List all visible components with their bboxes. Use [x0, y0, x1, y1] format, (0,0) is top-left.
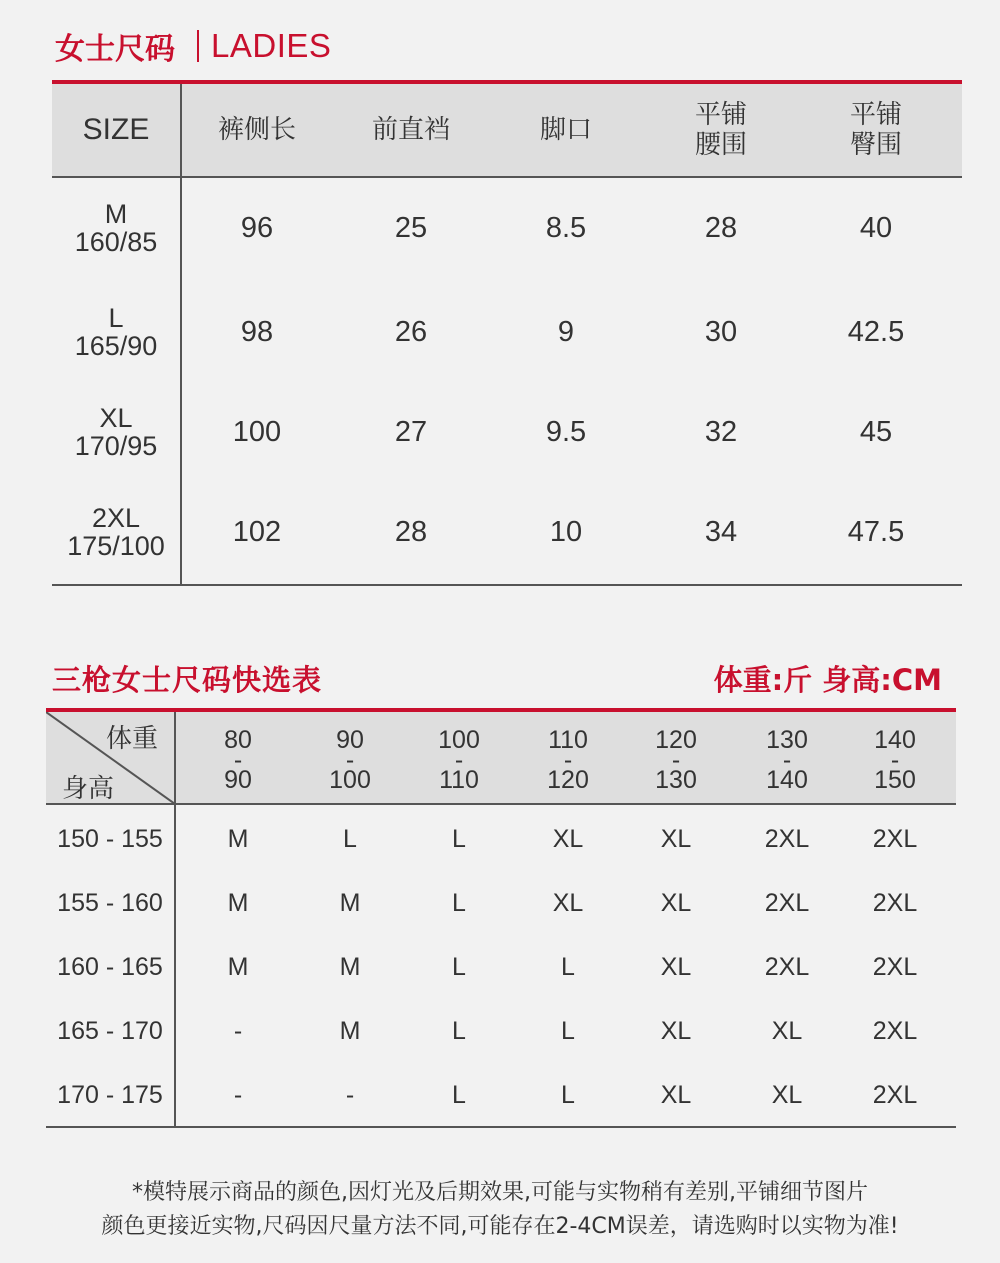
recommended-size-cell: M [339, 888, 361, 917]
recommended-size-cell: L [561, 1080, 575, 1109]
column-header-line: 前直裆 [371, 115, 450, 145]
weight-min: 90 [336, 726, 364, 754]
weight-max: 110 [439, 766, 479, 794]
size-name: M [104, 199, 128, 229]
weight-max: 150 [874, 766, 916, 794]
size-header: SIZE [82, 113, 150, 146]
ladies-title-cn: 女士尺码 [55, 32, 175, 67]
weight-range-dash: - [454, 746, 464, 774]
weight-header [624, 722, 728, 798]
recommended-size-cell: 2XL [872, 824, 918, 853]
recommended-size-cell: XL [660, 824, 692, 853]
size-spec: 170/95 [74, 431, 158, 461]
column-header [182, 84, 332, 176]
recommended-size-cell: 2XL [764, 952, 810, 981]
recommended-size-cell: M [339, 1016, 361, 1045]
recommended-size-cell: 2XL [872, 1016, 918, 1045]
size-cell [52, 482, 180, 582]
column-header [646, 84, 796, 176]
recommended-size-cell: L [452, 1080, 466, 1109]
recommended-size-cell: 2XL [764, 824, 810, 853]
measurement-cell: 42.5 [847, 315, 905, 348]
corner-weight-label: 体重 [106, 724, 159, 754]
column-header [801, 84, 951, 176]
weight-header [186, 722, 290, 798]
measurement-cell: 32 [704, 415, 738, 448]
height-range-cell: 165 - 170 [57, 1016, 163, 1045]
recommended-size-cell: XL [552, 824, 584, 853]
size-cell [52, 282, 180, 382]
measurement-cell: 9.5 [545, 415, 587, 448]
recommended-size-cell: L [452, 824, 466, 853]
recommended-size-cell: L [452, 1016, 466, 1045]
weight-min: 100 [438, 726, 480, 754]
size-spec: 160/85 [74, 227, 158, 257]
recommended-size-cell: - [233, 1016, 243, 1045]
measurement-cell: 102 [232, 515, 282, 548]
recommended-size-cell: XL [660, 952, 692, 981]
weight-min: 80 [224, 726, 252, 754]
weight-header [298, 722, 402, 798]
height-range-cell: 170 - 175 [57, 1080, 163, 1109]
unit-label: 体重:斤 身高:CM [713, 662, 942, 697]
measurement-cell: 10 [549, 515, 583, 548]
column-header-line: 臀围 [849, 130, 902, 160]
measurement-cell: 98 [240, 315, 274, 348]
height-range-cell: 160 - 165 [57, 952, 163, 981]
ladies-title [55, 24, 331, 68]
weight-range-dash: - [782, 746, 792, 774]
column-header-line: 平铺 [849, 100, 902, 130]
measurement-cell: 45 [859, 415, 893, 448]
measurement-cell: 100 [232, 415, 282, 448]
recommended-size-cell: M [339, 952, 361, 981]
recommended-size-cell: XL [771, 1016, 803, 1045]
weight-header [516, 722, 620, 798]
weight-max: 130 [655, 766, 697, 794]
weight-header [843, 722, 947, 798]
size-spec: 175/100 [67, 531, 165, 561]
size-name: XL [99, 403, 133, 433]
size-name: 2XL [91, 503, 141, 533]
quick-select-title: 三枪女士尺码快选表 [52, 662, 323, 697]
size-spec: 165/90 [74, 331, 158, 361]
measurement-cell: 27 [394, 415, 428, 448]
measurement-cell: 40 [859, 211, 893, 244]
column-header-line: 平铺 [694, 100, 747, 130]
recommended-size-cell: M [227, 888, 249, 917]
weight-max: 140 [766, 766, 808, 794]
measurement-cell: 26 [394, 315, 428, 348]
recommended-size-cell: M [227, 824, 249, 853]
measurement-cell: 34 [704, 515, 738, 548]
disclaimer-note [0, 1176, 1000, 1244]
recommended-size-cell: L [452, 952, 466, 981]
column-header-line: 裤侧长 [217, 115, 296, 145]
weight-max: 90 [224, 766, 252, 794]
weight-max: 100 [329, 766, 371, 794]
size-cell [52, 178, 180, 278]
measurement-cell: 30 [704, 315, 738, 348]
recommended-size-cell: L [561, 1016, 575, 1045]
measurement-cell: 28 [704, 211, 738, 244]
weight-range-dash: - [671, 746, 681, 774]
ladies-title-en: LADIES [211, 27, 332, 64]
note-line-2: 颜色更接近实物,尺码因尺量方法不同,可能存在2-4CM误差，请选购时以实物为准! [101, 1214, 899, 1239]
weight-range-dash: - [233, 746, 243, 774]
weight-min: 140 [874, 726, 916, 754]
recommended-size-cell: 2XL [872, 888, 918, 917]
recommended-size-cell: 2XL [872, 1080, 918, 1109]
size-cell [52, 382, 180, 482]
column-header [336, 84, 486, 176]
weight-range-dash: - [345, 746, 355, 774]
recommended-size-cell: XL [660, 888, 692, 917]
size-name: L [108, 303, 124, 333]
recommended-size-cell: L [343, 824, 357, 853]
weight-range-dash: - [890, 746, 900, 774]
quick-table-divider [174, 712, 176, 1126]
weight-min: 110 [548, 726, 588, 754]
measurement-cell: 25 [394, 211, 428, 244]
recommended-size-cell: XL [771, 1080, 803, 1109]
height-range-cell: 150 - 155 [57, 824, 163, 853]
title-separator [197, 30, 199, 62]
measurement-cell: 96 [240, 211, 274, 244]
weight-max: 120 [547, 766, 589, 794]
column-header-line: 脚口 [539, 115, 592, 145]
recommended-size-cell: XL [660, 1016, 692, 1045]
ladies-size-table [52, 84, 962, 586]
measurement-cell: 47.5 [847, 515, 905, 548]
weight-min: 120 [655, 726, 697, 754]
recommended-size-cell: M [227, 952, 249, 981]
weight-min: 130 [766, 726, 808, 754]
column-header [491, 84, 641, 176]
measurement-cell: 9 [557, 315, 575, 348]
note-line-1: *模特展示商品的颜色,因灯光及后期效果,可能与实物稍有差别,平铺细节图片 [132, 1180, 868, 1205]
weight-header [735, 722, 839, 798]
recommended-size-cell: - [345, 1080, 355, 1109]
recommended-size-cell: - [233, 1080, 243, 1109]
recommended-size-cell: XL [552, 888, 584, 917]
height-range-cell: 155 - 160 [57, 888, 163, 917]
measurement-cell: 8.5 [545, 211, 587, 244]
recommended-size-cell: L [452, 888, 466, 917]
corner-height-label: 身高 [62, 774, 115, 804]
quick-select-table [46, 712, 956, 1128]
weight-range-dash: - [563, 746, 573, 774]
measurement-cell: 28 [394, 515, 428, 548]
recommended-size-cell: 2XL [872, 952, 918, 981]
recommended-size-cell: L [561, 952, 575, 981]
weight-header [407, 722, 511, 798]
recommended-size-cell: 2XL [764, 888, 810, 917]
column-header-line: 腰围 [694, 130, 747, 160]
recommended-size-cell: XL [660, 1080, 692, 1109]
